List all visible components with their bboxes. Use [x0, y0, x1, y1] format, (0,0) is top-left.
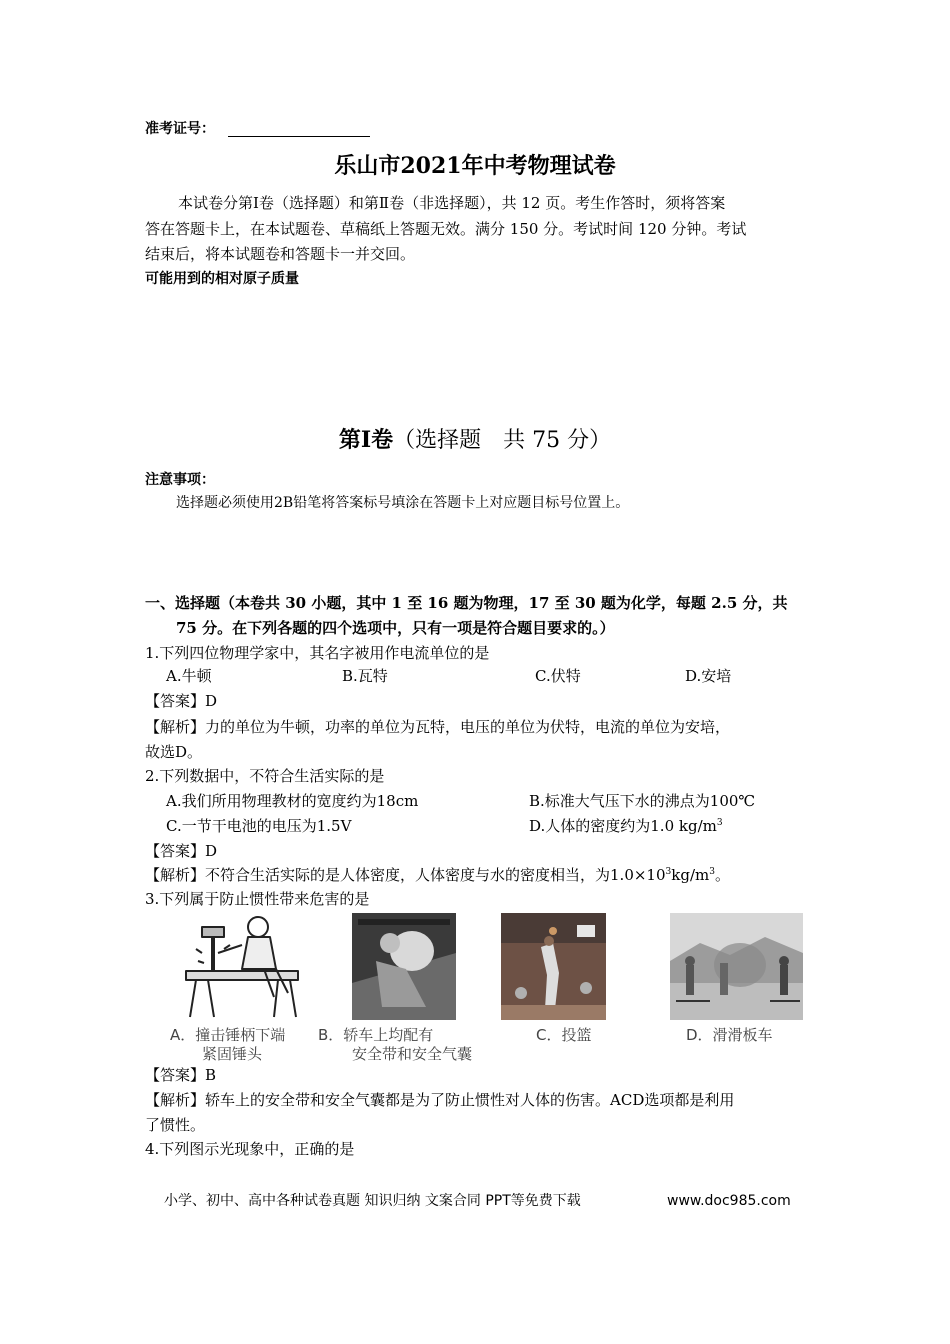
- page-title: 乐山市2021年中考物理试卷: [334, 153, 616, 179]
- q2-answer: 【答案】D: [145, 842, 218, 860]
- q3-caption-c: C．投篮: [536, 1026, 592, 1044]
- hammer-illustration: [178, 913, 308, 1025]
- q2-option-b: B.标准大气压下水的沸点为100℃: [529, 792, 756, 810]
- intro-line-1: 本试卷分第Ⅰ卷（选择题）和第Ⅱ卷（非选择题），共 12 页。考生作答时，须将答案: [178, 194, 726, 212]
- q1-stem: 1.下列四位物理学家中，其名字被用作电流单位的是: [145, 644, 490, 662]
- intro-line-3: 结束后，将本试题卷和答题卡一并交回。: [145, 245, 416, 263]
- section-title-main: 第Ⅰ卷: [338, 427, 394, 453]
- q1-answer: 【答案】D: [145, 692, 218, 710]
- q2-analysis: 【解析】不符合生活实际的是人体密度，人体密度与水的密度相当，为$1.0\times 10^3kg/m^3$。: [145, 866, 730, 884]
- q3-caption-a2: 紧固锤头: [202, 1045, 263, 1063]
- intro-line-2: 答在答题卡上，在本试题卷、草稿纸上答题无效。满分 150 分。考试时间 120 分钟。考试: [145, 220, 747, 238]
- q3-stem: 3.下列属于防止惯性带来危害的是: [145, 890, 370, 908]
- q2-stem: 2.下列数据中，不符合生活实际的是: [145, 767, 385, 785]
- q2-option-a: A.我们所用物理教材的宽度约为18cm: [166, 792, 419, 810]
- section-title: [0, 425, 950, 456]
- footer-url[interactable]: www.doc985.com: [667, 1193, 791, 1209]
- part1-line2: 75 分。在下列各题的四个选项中，只有一项是符合题目要求的。）: [176, 619, 615, 637]
- q2-option-d: D.人体的密度约为1.0 $kg/m^3$: [529, 817, 723, 835]
- notice-label: 注意事项：: [145, 472, 215, 488]
- basketball-photo: [501, 913, 606, 1020]
- notice-text: 选择题必须使用2B铅笔将答案标号填涂在答题卡上对应题目标号位置上。: [176, 495, 630, 511]
- q1-option-a: A.牛顿: [166, 667, 212, 685]
- exam-id-blank: [228, 136, 370, 137]
- q3-caption-a1: A．撞击锤柄下端: [170, 1026, 286, 1044]
- q3-caption-d: D．滑滑板车: [686, 1026, 773, 1044]
- footer-text: 小学、初中、高中各种试卷真题 知识归纳 文案合同 PPT等免费下载: [164, 1193, 581, 1209]
- atomic-mass-label: 可能用到的相对原子质量: [145, 271, 299, 287]
- q2-option-c: C.一节干电池的电压为1.5V: [166, 817, 352, 835]
- part1-line1: 一、选择题（本卷共 30 小题，其中 1 至 16 题为物理，17 至 30 题为化学，每题 2.5 分，共: [145, 594, 788, 612]
- q1-option-b: B.瓦特: [342, 667, 388, 685]
- car-airbag-photo: [352, 913, 456, 1020]
- section-title-sub: （选择题 共 75 分）: [393, 428, 612, 453]
- q1-analysis-2: 故选D。: [145, 743, 203, 761]
- q4-stem: 4.下列图示光现象中，正确的是: [145, 1140, 355, 1158]
- q3-answer: 【答案】B: [145, 1066, 217, 1084]
- q1-option-d: D.安培: [685, 667, 732, 685]
- q3-caption-b2: 安全带和安全气囊: [352, 1045, 473, 1063]
- q3-analysis-2: 了惯性。: [145, 1116, 206, 1134]
- q1-analysis-1: 【解析】力的单位为牛顿，功率的单位为瓦特，电压的单位为伏特，电流的单位为安培，: [145, 718, 731, 736]
- exam-id-label: 准考证号：: [145, 121, 215, 137]
- q3-analysis-1: 【解析】轿车上的安全带和安全气囊都是为了防止惯性对人体的伤害。ACD选项都是利用: [145, 1091, 735, 1109]
- scooter-photo: [670, 913, 803, 1020]
- q1-option-c: C.伏特: [535, 667, 581, 685]
- q3-caption-b1: B．轿车上均配有: [318, 1026, 434, 1044]
